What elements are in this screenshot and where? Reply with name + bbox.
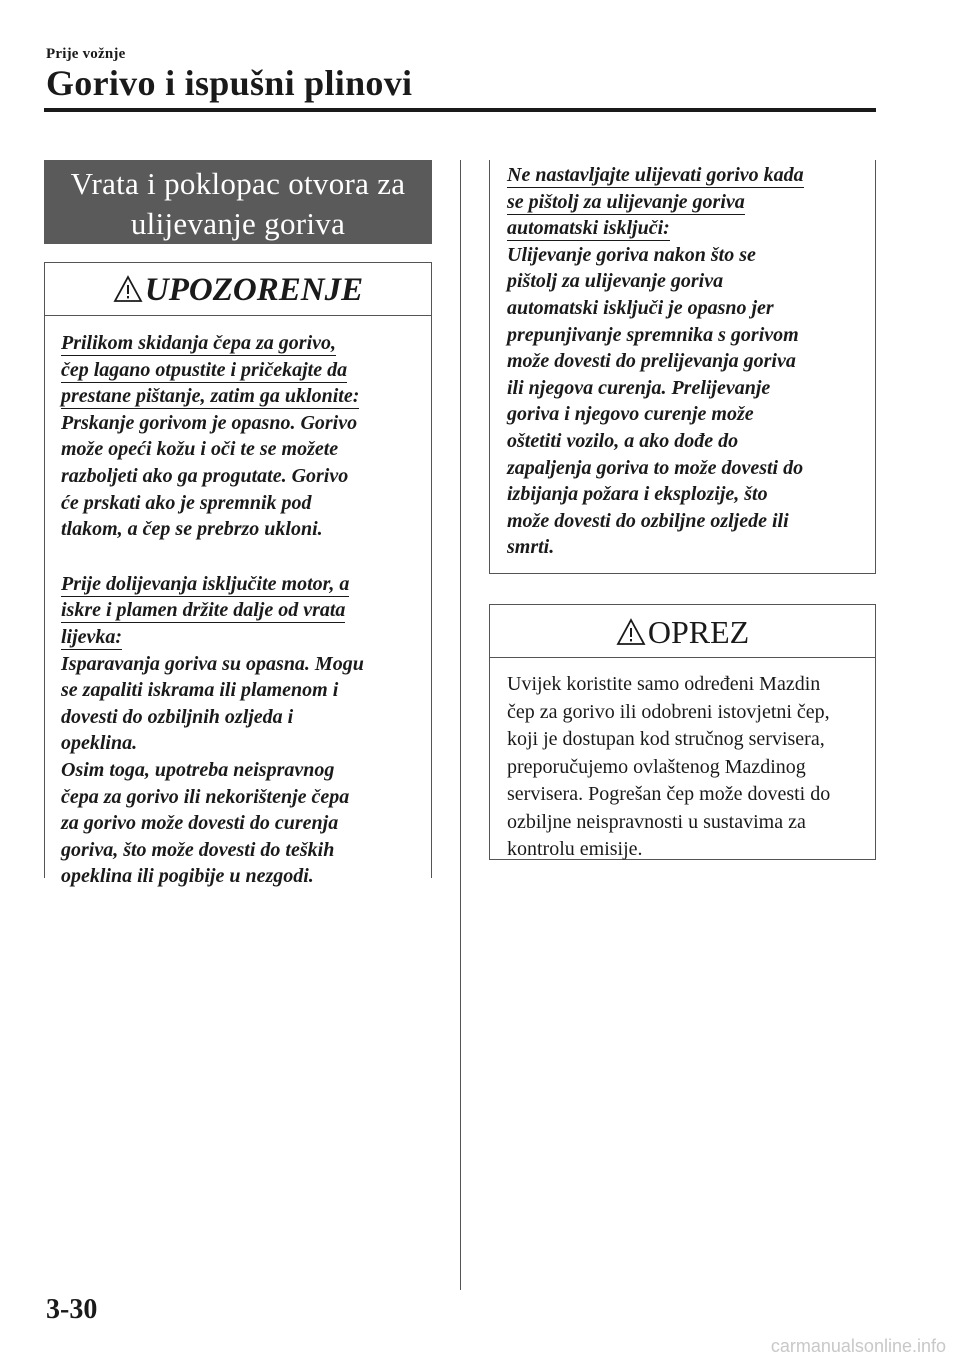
warning-p2-text: goriva, što može dovesti do teških bbox=[61, 838, 335, 861]
chapter-label: Prije vožnje bbox=[46, 46, 126, 62]
caution-text: preporučujemo ovlaštenog Mazdinog bbox=[507, 755, 806, 778]
caution-text: ozbiljne neispravnosti u sustavima za bbox=[507, 810, 806, 833]
warning-p1-text: će prskati ako je spremnik pod bbox=[61, 491, 312, 514]
warning-p3-text: ili njegova curenja. Prelijevanje bbox=[507, 376, 771, 399]
warning-p1-text: tlakom, a čep se prebrzo ukloni. bbox=[61, 518, 323, 541]
warning-p2-text: dovesti do ozbiljnih ozljeda i bbox=[61, 705, 294, 728]
warning-p2-lead: Prije dolijevanja isključite motor, a bbox=[61, 572, 350, 595]
warning-p3-text: goriva i njegovo curenje može bbox=[507, 403, 754, 426]
page-title: Gorivo i ispušni plinovi bbox=[46, 63, 413, 103]
caution-text: servisera. Pogrešan čep može dovesti do bbox=[507, 783, 831, 805]
warning-p2-lead: lijevka: bbox=[61, 625, 123, 648]
caution-text: Uvijek koristite samo određeni Mazdin bbox=[507, 673, 821, 695]
warning-p3-lead: se pištolj za ulijevanje goriva bbox=[507, 190, 745, 213]
warning-p1-text: razboljeti ako ga progutate. Gorivo bbox=[61, 464, 349, 487]
caution-box bbox=[489, 604, 876, 860]
warning-heading-text: UPOZORENJE bbox=[144, 272, 364, 308]
warning-p3-text: može dovesti do prelijevanja goriva bbox=[507, 350, 796, 373]
warning-p1-lead: čep lagano otpustite i pričekajte da bbox=[61, 358, 348, 381]
warning-p1-text: može opeći kožu i oči te se možete bbox=[61, 438, 339, 461]
warning-p2-lead: iskre i plamen držite dalje od vrata bbox=[61, 599, 346, 622]
caution-text: čep za gorivo ili odobreni istovjetni čep, bbox=[507, 700, 830, 723]
section-title bbox=[44, 160, 432, 244]
warning-icon bbox=[113, 266, 143, 320]
warning-heading bbox=[44, 263, 432, 316]
warning-p1-lead: prestane pištanje, zatim ga uklonite: bbox=[61, 385, 360, 408]
warning-p1-text: Prskanje gorivom je opasno. Gorivo bbox=[61, 411, 358, 434]
warning-p3-text: Ulijevanje goriva nakon što se bbox=[507, 243, 756, 266]
warning-p3-text: izbijanja požara i eksplozije, što bbox=[507, 483, 768, 506]
caution-text: kontrolu emisije. bbox=[507, 838, 643, 860]
watermark: carmanualsonline.info bbox=[770, 1336, 946, 1356]
warning-p3-text: zapaljenja goriva to može dovesti do bbox=[507, 456, 804, 479]
caution-body bbox=[490, 658, 875, 864]
section-title-line-2: ulijevanje goriva bbox=[130, 206, 346, 241]
caution-heading-text: OPREZ bbox=[647, 614, 750, 650]
warning-p2-text: opeklina ili pogibije u nezgodi. bbox=[61, 865, 314, 888]
warning-p3-text: prepunjivanje spremnika s gorivom bbox=[507, 323, 799, 346]
warning-box-continued bbox=[489, 160, 876, 574]
warning-p3-lead: Ne nastavljajte ulijevati gorivo kada bbox=[507, 164, 804, 186]
warning-p2-text: se zapaliti iskrama ili plamenom i bbox=[61, 679, 339, 702]
warning-box bbox=[44, 262, 432, 888]
warning-p2-text: za gorivo može dovesti do curenja bbox=[61, 812, 339, 835]
warning-p2-text: Osim toga, upotreba neispravnog bbox=[61, 758, 335, 781]
warning-body bbox=[45, 316, 431, 890]
warning-p2-text: Isparavanja goriva su opasna. Mogu bbox=[61, 652, 364, 675]
warning-p3-text: smrti. bbox=[507, 536, 555, 559]
page-number: 3-30 bbox=[46, 1294, 98, 1325]
warning-p2-text: opeklina. bbox=[61, 732, 138, 755]
warning-body-continued bbox=[490, 160, 875, 561]
warning-p3-text: pištolj za ulijevanje goriva bbox=[507, 270, 724, 293]
warning-p2-text: čepa za gorivo ili nekorištenje čepa bbox=[61, 785, 350, 808]
caution-heading bbox=[489, 605, 876, 658]
warning-p3-text: oštetiti vozilo, a ako dođe do bbox=[507, 429, 739, 452]
paragraph-gap bbox=[61, 543, 431, 571]
warning-icon bbox=[616, 608, 646, 662]
warning-p1-lead: Prilikom skidanja čepa za gorivo, bbox=[61, 332, 336, 354]
warning-p3-text: automatski isključi je opasno jer bbox=[507, 296, 774, 319]
warning-p3-lead: automatski isključi: bbox=[507, 217, 670, 240]
warning-p3-text: može dovesti do ozbiljne ozljede ili bbox=[507, 509, 789, 532]
caution-text: koji je dostupan kod stručnog servisera, bbox=[507, 728, 825, 750]
header-divider bbox=[44, 108, 876, 112]
column-divider bbox=[460, 160, 461, 1290]
section-title-line-1: Vrata i poklopac otvora za bbox=[70, 166, 406, 201]
